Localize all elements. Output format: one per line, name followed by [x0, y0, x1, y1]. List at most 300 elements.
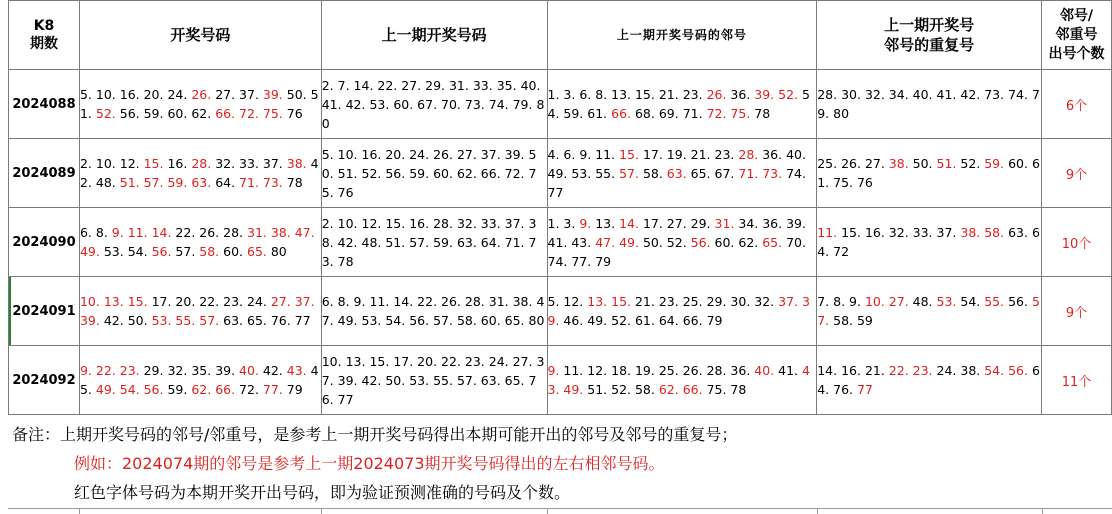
- number-item: 69.: [658, 106, 683, 121]
- number-item: 66.: [682, 382, 707, 397]
- number-item: 54.: [960, 294, 985, 309]
- number-item: 60.: [167, 106, 192, 121]
- number-item: 40.: [912, 87, 937, 102]
- number-item: 11.: [127, 225, 152, 240]
- number-item: 37.: [239, 87, 263, 102]
- number-item: 29.: [706, 294, 731, 309]
- number-item: 61.: [587, 106, 612, 121]
- number-item: 41.: [321, 96, 346, 112]
- number-item: 11.: [369, 294, 394, 309]
- number-item: 47.: [321, 294, 545, 328]
- number-item: 17.: [642, 146, 667, 162]
- count-cell[interactable]: 11个: [1042, 346, 1112, 415]
- number-item: 28.: [738, 146, 763, 162]
- number-item: 14.: [817, 363, 842, 378]
- note-line-1[interactable]: 备注：上期开奖号码的邻号/邻重号，是参考上一期开奖号码得出本期可能开出的邻号及邻号的重复号；: [12, 425, 738, 444]
- number-item: 77: [856, 382, 873, 397]
- number-item: 21.: [634, 294, 659, 309]
- number-item: 17.: [151, 294, 176, 309]
- number-item: 37.: [936, 225, 961, 240]
- number-item: 70.: [786, 234, 806, 250]
- number-item: 76.: [321, 372, 537, 407]
- number-item: 77: [294, 313, 311, 328]
- number-item: 33.: [480, 215, 505, 231]
- number-item: 65.: [762, 234, 787, 250]
- number-item: 48.: [912, 294, 937, 309]
- number-item: 24.: [167, 87, 192, 102]
- number-item: 41.: [778, 363, 802, 378]
- number-item: 27.: [864, 156, 889, 171]
- number-item: 55.: [595, 165, 620, 181]
- number-item: 60.: [433, 165, 457, 181]
- number-item: 57.: [175, 244, 200, 259]
- number-item: 49.: [337, 313, 362, 328]
- number-item: 27.: [401, 77, 426, 93]
- number-item: 27.: [270, 294, 295, 309]
- number-item: 12.: [587, 363, 612, 378]
- prev-neighbors-cell[interactable]: [547, 277, 817, 346]
- number-item: 23.: [682, 87, 707, 102]
- number-item: 76: [286, 106, 303, 121]
- number-item: 50.: [127, 313, 152, 328]
- number-item: 40.: [520, 77, 541, 93]
- number-item: 24.: [488, 353, 513, 369]
- number-item: 57.: [817, 294, 1040, 328]
- number-item: 7.: [817, 294, 834, 309]
- number-item: 76: [856, 175, 873, 190]
- count-cell[interactable]: 6个: [1042, 70, 1112, 139]
- gridline-tick: [321, 508, 322, 514]
- number-item: 16.: [841, 363, 865, 378]
- number-item: 57.: [619, 165, 643, 181]
- number-item: 26.: [682, 363, 707, 378]
- number-item: 74.: [488, 96, 513, 112]
- number-item: 63.: [223, 313, 247, 328]
- number-item: 21.: [864, 363, 889, 378]
- number-item: 16.: [409, 215, 434, 231]
- prev-winning-cell[interactable]: [321, 346, 547, 415]
- number-item: 22.: [95, 363, 120, 378]
- number-item: 59.: [563, 106, 588, 121]
- number-item: 62.: [658, 382, 683, 397]
- number-item: 62.: [456, 165, 481, 181]
- number-item: 65.: [247, 313, 271, 328]
- number-item: 60.: [393, 96, 418, 112]
- number-item: 6.: [579, 87, 596, 102]
- prev-neighbor-repeat-cell[interactable]: [817, 277, 1042, 346]
- number-item: 38.: [888, 156, 913, 171]
- number-item: 52.: [960, 156, 985, 171]
- number-item: 39.: [215, 363, 240, 378]
- period-cell[interactable]: 2024088: [9, 70, 80, 139]
- number-item: 31.: [448, 77, 473, 93]
- number-item: 19.: [634, 363, 659, 378]
- number-item: 56.: [409, 313, 434, 328]
- table-row: [9, 277, 1112, 346]
- number-item: 66.: [215, 106, 240, 121]
- number-item: 61.: [634, 313, 659, 328]
- number-item: 27.: [512, 353, 537, 369]
- period-cell[interactable]: 2024090: [9, 208, 80, 277]
- number-item: 64.: [480, 234, 505, 250]
- number-item: 58.: [984, 225, 1009, 240]
- number-item: 33.: [239, 156, 263, 171]
- number-item: 51.: [936, 156, 961, 171]
- number-item: 75.: [262, 106, 287, 121]
- number-item: 42.: [79, 156, 319, 190]
- header-winning[interactable]: 开奖号码: [79, 1, 321, 70]
- number-item: 73.: [984, 87, 1009, 102]
- winning-cell[interactable]: [79, 277, 321, 346]
- number-item: 13.: [345, 353, 370, 369]
- number-item: 74.: [547, 253, 572, 269]
- header-row: [9, 1, 1112, 70]
- number-item: 53.: [361, 313, 386, 328]
- number-item: 78: [730, 382, 747, 397]
- number-item: 2.: [321, 215, 338, 231]
- number-item: 57.: [433, 313, 457, 328]
- number-item: 50.: [286, 87, 311, 102]
- number-item: 37.: [321, 353, 545, 388]
- number-item: 60.: [480, 313, 505, 328]
- note-line-3[interactable]: 红色字体号码为本期开奖开出号码，即为验证预测准确的号码及个数。: [74, 483, 571, 502]
- number-item: 31.: [714, 215, 739, 231]
- number-item: 65.: [504, 372, 529, 388]
- number-item: 59.: [143, 106, 168, 121]
- number-item: 34.: [738, 215, 763, 231]
- number-item: 72.: [239, 106, 263, 121]
- number-item: 22.: [417, 294, 442, 309]
- header-prev-neighbor-repeat[interactable]: [817, 1, 1042, 70]
- number-item: 30.: [841, 87, 865, 102]
- number-item: 5.: [79, 87, 96, 102]
- number-item: 20.: [385, 146, 410, 162]
- number-item: 42.: [103, 313, 128, 328]
- note-line-2[interactable]: 例如：2024074期的邻号是参考上一期2024073期开奖号码得出的左右相邻号码。: [74, 454, 665, 473]
- number-item: 65.: [504, 313, 529, 328]
- header-repeat-line2: 邻号的重复号: [884, 36, 975, 54]
- number-item: 42.: [960, 87, 985, 102]
- bottom-gridline: [8, 508, 1112, 509]
- number-item: 60.: [223, 244, 247, 259]
- number-item: 39.: [337, 372, 362, 388]
- header-count-line2: 邻重号: [1055, 26, 1098, 43]
- number-item: 12.: [361, 215, 386, 231]
- number-item: 3.: [563, 215, 580, 231]
- number-item: 31.: [488, 294, 513, 309]
- count-cell[interactable]: 9个: [1042, 277, 1112, 346]
- winning-cell[interactable]: [79, 139, 321, 208]
- number-item: 72.: [504, 165, 529, 181]
- winning-cell[interactable]: [79, 346, 321, 415]
- number-item: 80: [321, 96, 545, 131]
- number-item: 8.: [337, 294, 354, 309]
- number-item: 50.: [642, 234, 667, 250]
- prev-neighbors-cell[interactable]: [547, 70, 817, 139]
- period-cell[interactable]: 2024091: [9, 277, 80, 346]
- number-item: 42.: [262, 363, 287, 378]
- number-item: 10.: [337, 146, 362, 162]
- number-item: 72.: [239, 382, 263, 397]
- number-item: 27.: [456, 146, 481, 162]
- number-item: 56.: [143, 382, 168, 397]
- number-item: 26.: [441, 294, 465, 309]
- number-item: 15.: [369, 353, 394, 369]
- winning-cell[interactable]: [79, 70, 321, 139]
- number-item: 64.: [658, 313, 683, 328]
- number-item: 73.: [321, 234, 537, 269]
- number-item: 59.: [167, 175, 192, 190]
- number-item: 23.: [464, 353, 489, 369]
- header-period[interactable]: [9, 1, 80, 70]
- number-item: 58.: [456, 313, 481, 328]
- number-item: 66.: [611, 106, 635, 121]
- number-item: 10.: [321, 353, 346, 369]
- number-item: 24.: [409, 146, 434, 162]
- number-item: 73.: [464, 96, 489, 112]
- number-item: 49.: [619, 234, 643, 250]
- number-item: 50.: [912, 156, 937, 171]
- number-item: 37.: [480, 146, 505, 162]
- number-item: 58.: [199, 244, 224, 259]
- prev-winning-cell[interactable]: [321, 208, 547, 277]
- number-item: 54.: [984, 363, 1009, 378]
- number-item: 78: [754, 106, 771, 121]
- number-item: 25.: [658, 363, 683, 378]
- number-item: 79.: [817, 87, 1040, 121]
- number-item: 29.: [143, 363, 168, 378]
- number-item: 38.: [321, 215, 537, 250]
- prev-winning-cell[interactable]: [321, 139, 547, 208]
- number-item: 59.: [167, 382, 192, 397]
- number-item: 67.: [417, 96, 442, 112]
- number-item: 64.: [215, 175, 240, 190]
- number-item: 27.: [666, 215, 691, 231]
- number-item: 41.: [936, 87, 961, 102]
- number-item: 59.: [433, 234, 457, 250]
- number-item: 6.: [79, 225, 96, 240]
- number-item: 51.: [587, 382, 612, 397]
- header-prev-winning[interactable]: 上一期开奖号码: [321, 1, 547, 70]
- number-item: 80: [270, 244, 287, 259]
- number-item: 9.: [111, 225, 128, 240]
- prev-neighbors-cell[interactable]: [547, 139, 817, 208]
- number-item: 56.: [1008, 363, 1032, 378]
- prev-winning-cell[interactable]: [321, 70, 547, 139]
- number-item: 26.: [199, 225, 224, 240]
- number-item: 50.: [321, 146, 537, 181]
- prev-neighbor-repeat-cell[interactable]: [817, 70, 1042, 139]
- number-item: 52.: [361, 165, 386, 181]
- number-item: 60.: [1008, 156, 1032, 171]
- prev-winning-cell[interactable]: [321, 277, 547, 346]
- number-item: 15.: [634, 87, 659, 102]
- table-row: [9, 346, 1112, 415]
- number-item: 53.: [151, 313, 176, 328]
- number-item: 37.: [262, 156, 287, 171]
- number-item: 47.: [595, 234, 620, 250]
- number-item: 16.: [119, 87, 144, 102]
- number-item: 17.: [642, 215, 667, 231]
- period-cell[interactable]: 2024089: [9, 139, 80, 208]
- number-item: 9.: [849, 294, 865, 309]
- number-item: 63.: [480, 372, 505, 388]
- number-item: 9.: [79, 363, 96, 378]
- header-count[interactable]: [1042, 1, 1112, 70]
- number-item: 20.: [143, 87, 168, 102]
- number-item: 70.: [441, 96, 465, 112]
- number-item: 78: [286, 175, 303, 190]
- number-item: 49.: [547, 165, 572, 181]
- number-item: 27.: [215, 87, 240, 102]
- number-item: 66.: [682, 313, 707, 328]
- number-item: 60.: [714, 234, 739, 250]
- number-item: 10.: [79, 294, 104, 309]
- number-item: 23.: [912, 363, 937, 378]
- number-item: 13.: [611, 87, 635, 102]
- number-item: 56.: [1008, 294, 1032, 309]
- period-cell[interactable]: 2024092: [9, 346, 80, 415]
- notes-block: [12, 420, 1102, 507]
- prev-neighbor-repeat-cell[interactable]: [817, 346, 1042, 415]
- number-item: 75.: [706, 382, 731, 397]
- number-item: 23.: [223, 294, 247, 309]
- number-item: 5.: [321, 146, 338, 162]
- number-item: 39.: [79, 313, 104, 328]
- prev-neighbors-cell[interactable]: [547, 208, 817, 277]
- number-item: 23.: [658, 294, 683, 309]
- gridline-tick: [817, 508, 818, 514]
- number-item: 32.: [864, 87, 889, 102]
- number-item: 38.: [960, 363, 985, 378]
- number-item: 68.: [634, 106, 659, 121]
- number-item: 43.: [286, 363, 311, 378]
- number-item: 8.: [833, 294, 850, 309]
- number-item: 6.: [563, 146, 580, 162]
- number-item: 24.: [936, 363, 961, 378]
- number-item: 32.: [215, 156, 240, 171]
- number-item: 49.: [563, 382, 588, 397]
- number-item: 63.: [191, 175, 216, 190]
- number-item: 72.: [706, 106, 731, 121]
- number-item: 22.: [888, 363, 913, 378]
- gridline-tick: [79, 508, 80, 514]
- number-item: 22.: [175, 225, 200, 240]
- number-item: 15.: [127, 294, 152, 309]
- number-item: 28.: [464, 294, 489, 309]
- number-item: 59.: [984, 156, 1009, 171]
- number-item: 26.: [433, 146, 457, 162]
- number-item: 28.: [706, 363, 731, 378]
- number-item: 43.: [547, 363, 810, 397]
- number-item: 8.: [595, 87, 612, 102]
- number-item: 22.: [441, 353, 465, 369]
- header-prev-neighbors[interactable]: 上一期开奖号码的邻号: [547, 1, 817, 70]
- number-item: 32.: [167, 363, 192, 378]
- number-item: 71.: [738, 165, 763, 181]
- number-item: 15.: [619, 146, 643, 162]
- number-item: 34.: [888, 87, 913, 102]
- number-item: 38.: [270, 225, 295, 240]
- number-item: 38.: [960, 225, 985, 240]
- number-item: 35.: [191, 363, 216, 378]
- number-item: 54.: [119, 382, 144, 397]
- number-item: 23.: [714, 146, 739, 162]
- number-item: 67.: [714, 165, 739, 181]
- number-item: 71.: [239, 175, 263, 190]
- prev-neighbors-cell[interactable]: [547, 346, 817, 415]
- number-item: 9.: [579, 146, 596, 162]
- number-item: 71.: [504, 234, 529, 250]
- number-item: 38.: [512, 294, 537, 309]
- number-item: 13.: [595, 215, 620, 231]
- number-item: 13.: [587, 294, 612, 309]
- prev-neighbor-repeat-cell[interactable]: [817, 139, 1042, 208]
- number-item: 79: [706, 313, 723, 328]
- number-item: 74.: [1008, 87, 1032, 102]
- count-cell[interactable]: 10个: [1042, 208, 1112, 277]
- winning-cell[interactable]: [79, 208, 321, 277]
- number-item: 11.: [595, 146, 620, 162]
- number-item: 27.: [888, 294, 913, 309]
- number-item: 12.: [563, 294, 588, 309]
- k8-neighbor-table: [8, 0, 1112, 415]
- number-item: 25.: [682, 294, 707, 309]
- number-item: 13.: [103, 294, 128, 309]
- number-item: 38.: [286, 156, 311, 171]
- number-item: 36.: [762, 215, 787, 231]
- number-item: 10.: [95, 87, 120, 102]
- number-item: 51.: [119, 175, 144, 190]
- number-item: 52.: [778, 87, 802, 102]
- number-item: 59: [856, 313, 873, 328]
- number-item: 58.: [642, 165, 667, 181]
- number-item: 26.: [191, 87, 216, 102]
- count-cell[interactable]: 9个: [1042, 139, 1112, 208]
- number-item: 22.: [377, 77, 402, 93]
- number-item: 39.: [504, 146, 529, 162]
- prev-neighbor-repeat-cell[interactable]: [817, 208, 1042, 277]
- header-count-line3: 出号个数: [1048, 45, 1105, 62]
- number-item: 77: [337, 391, 354, 407]
- number-item: 49.: [587, 313, 612, 328]
- number-item: 39.: [547, 294, 810, 328]
- number-item: 52.: [611, 382, 635, 397]
- number-item: 16.: [167, 156, 192, 171]
- number-item: 8.: [95, 225, 112, 240]
- number-item: 37.: [504, 215, 529, 231]
- number-item: 28.: [817, 87, 842, 102]
- number-item: 14.: [151, 225, 176, 240]
- number-item: 37.: [294, 294, 315, 309]
- number-item: 72: [833, 244, 850, 259]
- number-item: 7.: [337, 77, 354, 93]
- number-item: 1.: [547, 87, 564, 102]
- number-item: 9.: [579, 215, 596, 231]
- number-item: 24.: [247, 294, 271, 309]
- number-item: 14.: [393, 294, 418, 309]
- number-item: 23.: [119, 363, 144, 378]
- number-item: 73.: [262, 175, 287, 190]
- number-item: 52.: [611, 313, 635, 328]
- number-item: 56.: [151, 244, 176, 259]
- number-item: 21.: [690, 146, 715, 162]
- number-item: 14.: [353, 77, 378, 93]
- number-item: 28.: [223, 225, 247, 240]
- number-item: 15.: [385, 215, 410, 231]
- header-repeat-line1: 上一期开奖号: [884, 16, 975, 34]
- number-item: 32.: [456, 215, 481, 231]
